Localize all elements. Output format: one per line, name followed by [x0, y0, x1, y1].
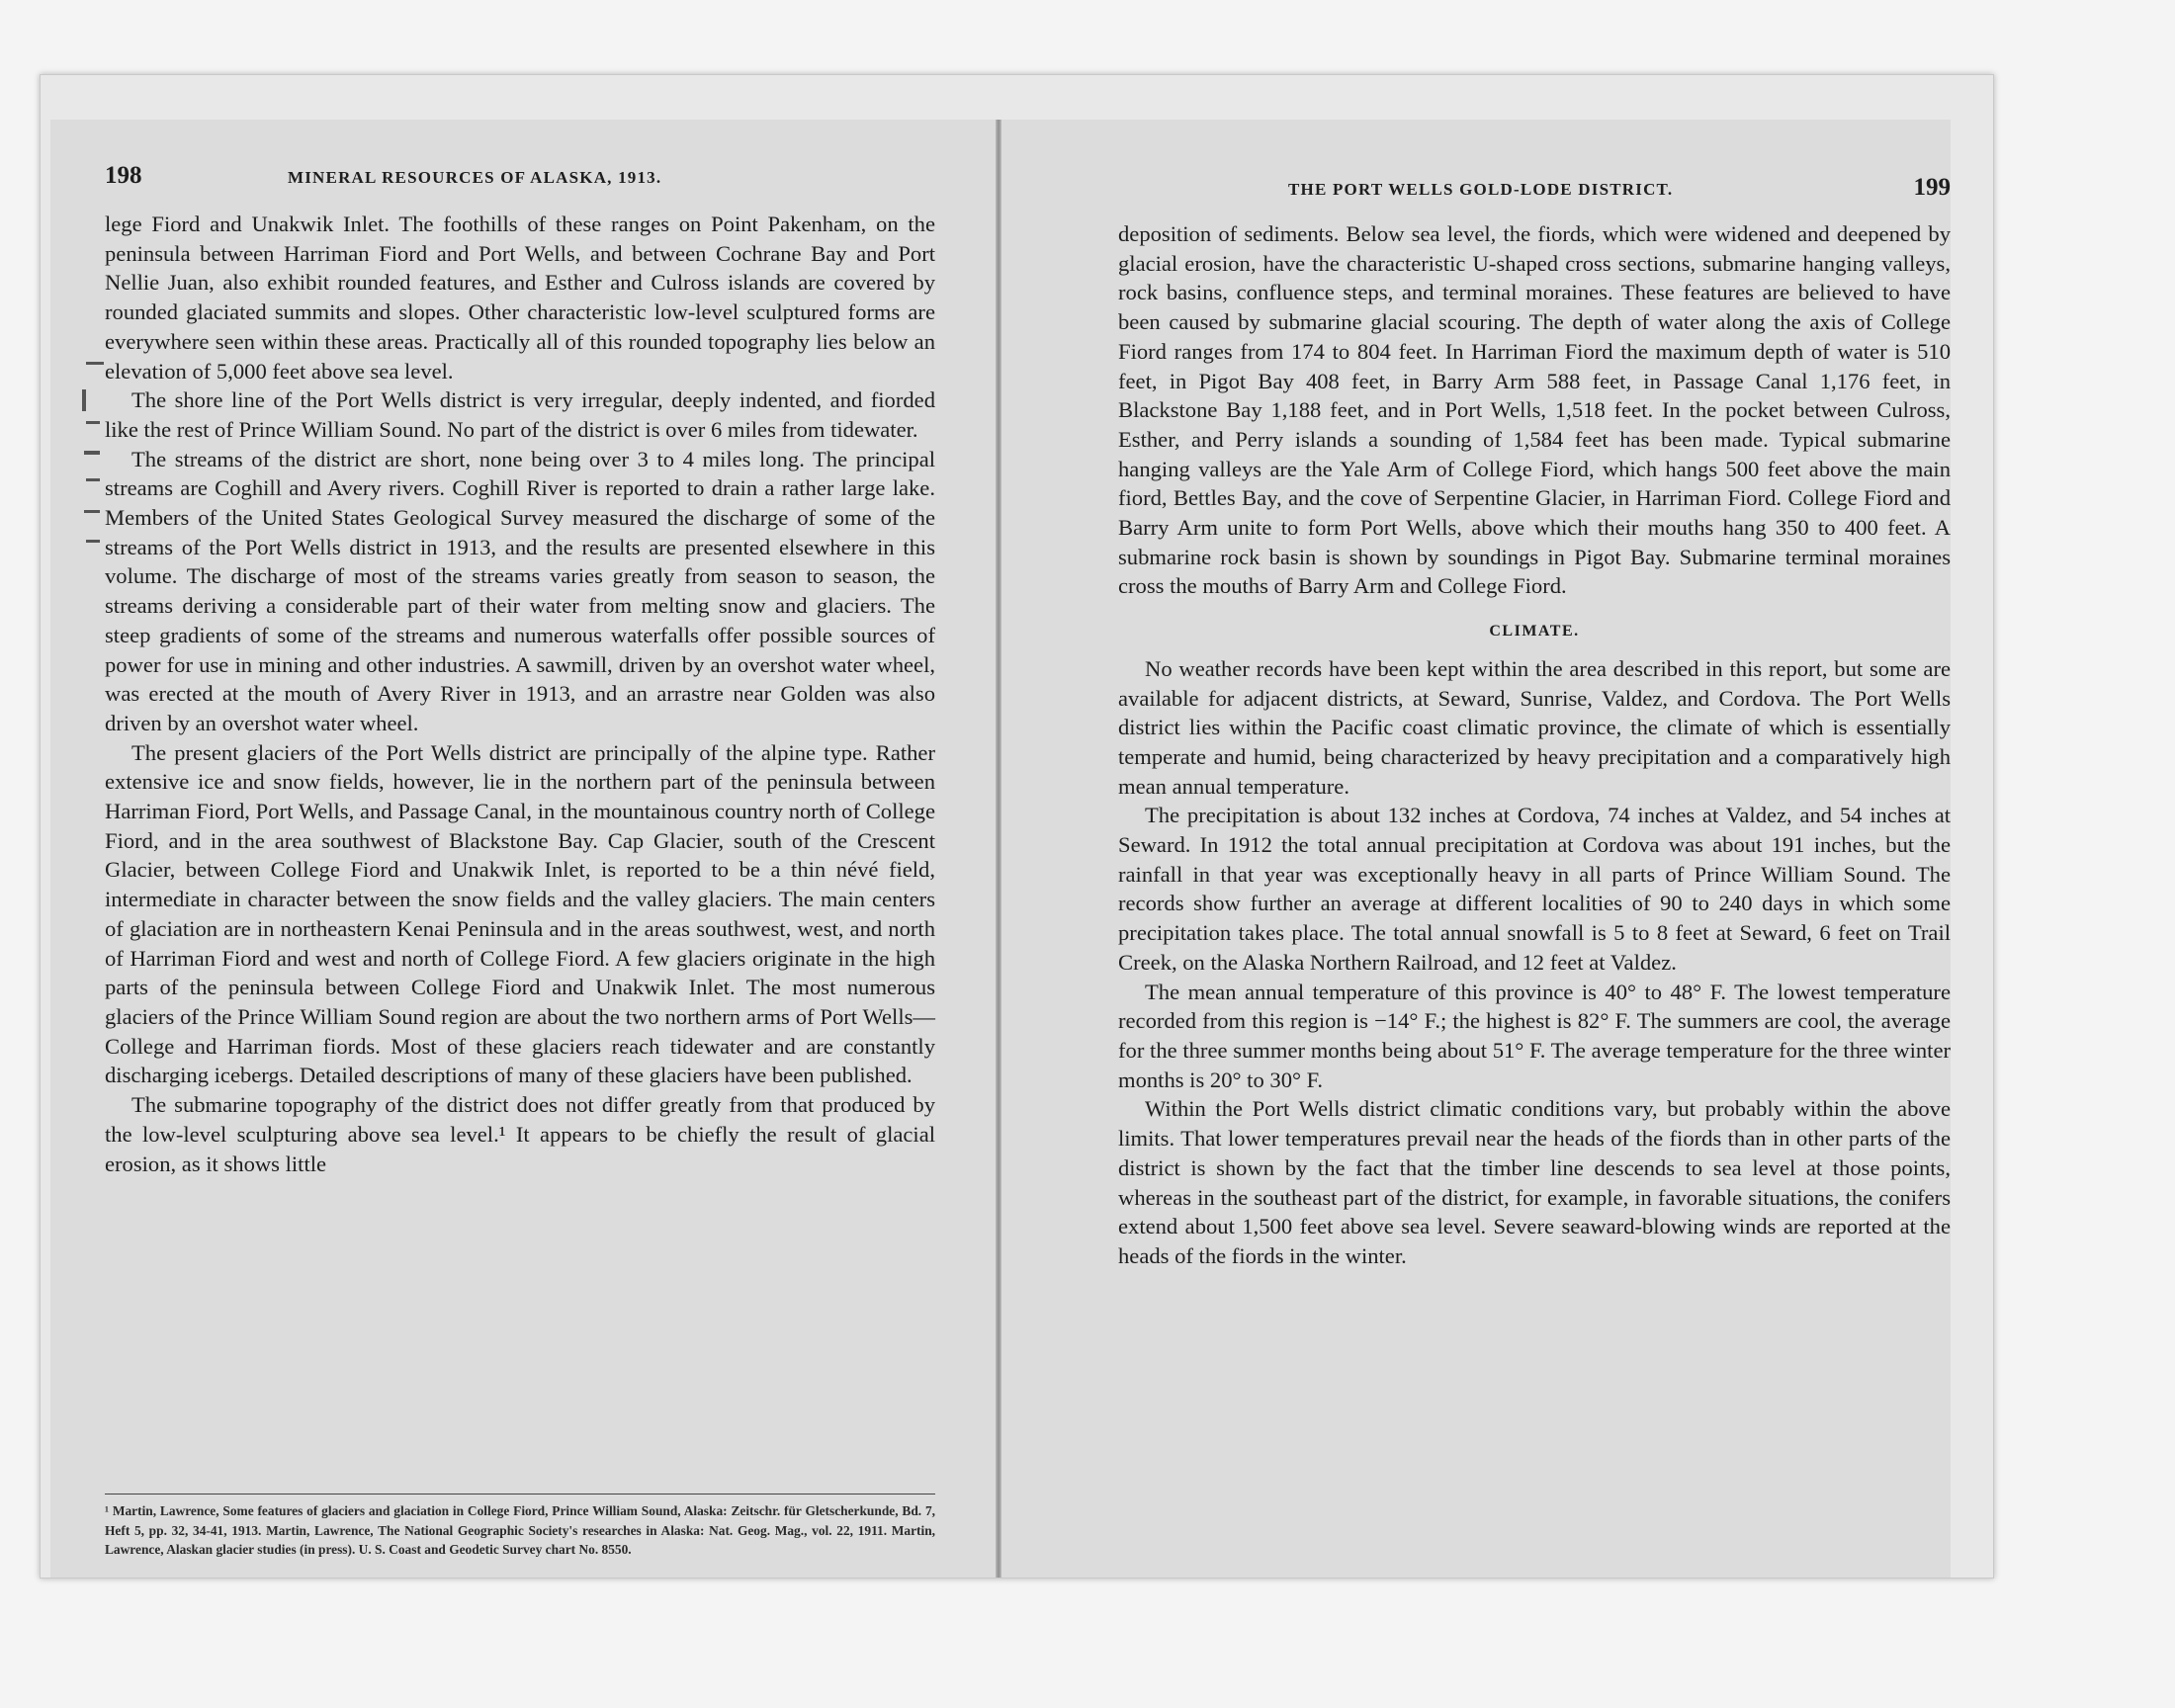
right-paragraph-3: The precipitation is about 132 inches at Cordova, 74 inches at Valdez, and 54 inches at Seward. In 1912 the total annual precipitation at Cordova was about 191 inches, but the rainfall in that year was exceptionally heavy in all parts of Prince William Sound. The records show further an average at different localities of 90 to 240 days in which some precipitation takes place. The total annual snowfall is 5 to 8 feet at Seward, 6 feet on Trail Creek, on the Alaska Northern Railroad, and 12 feet at Valdez. — [1118, 803, 1951, 975]
right-paragraph-2: No weather records have been kept within the area described in this report, but some are available for adjacent districts, at Seward, Sunrise, Valdez, and Cordova. The Port Wells district lies within the Pacific coast climatic province, the climate of which is essentially temperate and humid, being characterized by heavy precipitation and a comparatively high mean annual temperature. — [1118, 655, 1951, 799]
right-page-header — [1118, 174, 1951, 214]
right-running-head: THE PORT WELLS GOLD-LODE DISTRICT. — [1288, 180, 1674, 199]
right-paragraph-4: The mean annual temperature of this province is 40° to 48° F. The lowest temperature recorded from this region is −14° F.; the highest is 82° F. The summers are cool, the average for the three summer months being about 51° F. The average temperature for the three winter months is 20° to 30° F. — [1118, 979, 1951, 1092]
left-page-number: 198 — [105, 162, 142, 189]
left-paragraph-5: The submarine topography of the district does not differ greatly from that produced by the low-level sculpturing above sea level.¹ It appears to be chiefly the result of glacial erosion, as it shows little — [105, 1092, 935, 1176]
scanned-sheet — [40, 74, 1994, 1579]
right-page-body — [1118, 219, 1951, 1271]
left-running-head: MINERAL RESOURCES OF ALASKA, 1913. — [288, 168, 662, 187]
right-paragraph-5: Within the Port Wells district climatic conditions vary, but probably within the above limits. That lower temperatures prevail near the heads of the fiords than in other parts of the district is shown by the fact that the timber line descends to sea level at those points, whereas in the southeast part of the district, for example, in favorable situations, the conifers extend about 1,500 feet above sea level. Severe seaward-blowing winds are reported at the heads of the fiords in the winter. — [1118, 1096, 1951, 1268]
left-footnote: ¹ Martin, Lawrence, Some features of glaciers and glaciation in College Fiord, Prince William Sound, Alaska: Zeitschr. für Gletscherkunde, Bd. 7, Heft 5, pp. 32, 34-41, 1913. Martin, Lawrence, The National Geographic Society's researches in Alaska: Nat. Geog. Mag., vol. 22, 1911. Martin, Lawrence, Alaskan glacier studies (in press). U. S. Coast and Geodetic Survey chart No. 8550. — [105, 1503, 935, 1557]
left-paragraph-1: lege Fiord and Unakwik Inlet. The foothills of these ranges on Point Pakenham, on the peninsula between Harriman Fiord and Port Wells, and between Cochrane Bay and Port Nellie Juan, also exhibit rounded features, and Esther and Culross islands are covered by rounded glaciated summits and slopes. Other characteristic low-level sculptured forms are everywhere seen within these areas. Practically all of this rounded topography lies below an elevation of 5,000 feet above sea level. — [105, 212, 935, 384]
left-page-header — [105, 162, 988, 202]
left-page-body — [105, 210, 935, 1178]
left-paragraph-4: The present glaciers of the Port Wells district are principally of the alpine type. Rather extensive ice and snow fields, however, lie in the northern part of the peninsula between Harriman Fiord, Port Wells, and Passage Canal, in the mountainous country north of College Fiord, and in the area southwest of Blackstone Bay. Cap Glacier, south of the Crescent Glacier, between College Fiord and Unakwik Inlet, is reported to be a thin névé field, intermediate in character between the snow fields and the valley glaciers. The main centers of glaciation are in northeastern Kenai Peninsula and in the areas southwest, west, and north of Harriman Fiord and west and north of College Fiord. A few glaciers originate in the high parts of the peninsula between College Fiord and Unakwik Inlet. The most numerous glaciers of the Prince William Sound region are about the two northern arms of Port Wells—College and Harriman fiords. Most of these glaciers reach tidewater and are constantly discharging icebergs. Detailed descriptions of many of these glaciers have been published. — [105, 739, 935, 1088]
left-paragraph-2: The shore line of the Port Wells district is very irregular, deeply indented, and fiorded like the rest of Prince William Sound. No part of the district is over 6 miles from tidewater. — [105, 387, 935, 442]
right-paragraph-1: deposition of sediments. Below sea level, the fiords, which were widened and deepened by glacial erosion, have the characteristic U-shaped cross sections, submarine hanging valleys, rock basins, confluence steps, and terminal moraines. These features are believed to have been caused by submarine glacial scouring. The depth of water along the axis of College Fiord ranges from 174 to 804 feet. In Harriman Fiord the maximum depth of water is 510 feet, in Pigot Bay 408 feet, in Barry Arm 588 feet, in Passage Canal 1,176 feet, in Blackstone Bay 1,188 feet, and in Port Wells, 1,518 feet. In the pocket between Culross, Esther, and Perry islands a sounding of 1,584 feet has been made. Typical submarine hanging valleys are the Yale Arm of College Fiord, which hangs 500 feet above the main fiord, Bettles Bay, and the cove of Serpentine Glacier, in Harriman Fiord. College Fiord and Barry Arm unite to form Port Wells, above which their mouths hang 350 to 400 feet. A submarine rock basin is shown by soundings in Pigot Bay. Submarine terminal moraines cross the mouths of Barry Arm and College Fiord. — [1118, 221, 1951, 599]
right-page-number: 199 — [1913, 174, 1951, 201]
section-title-climate: CLIMATE. — [1489, 623, 1580, 640]
left-paragraph-3: The streams of the district are short, none being over 3 to 4 miles long. The principal streams are Coghill and Avery rivers. Coghill River is reported to drain a rather large lake. Members of the United States Geological Survey measured the discharge of some of the streams of the Port Wells district in 1913, and the results are presented elsewhere in this volume. The discharge of most of the streams varies greatly from season to season, the streams deriving a considerable part of their water from melting snow and glaciers. The steep gradients of some of the streams and numerous waterfalls offer possible sources of power for use in mining and other industries. A sawmill, driven by an overshot water wheel, was erected at the mouth of Avery River in 1913, and an arrastre near Golden was also driven by an overshot water wheel. — [105, 446, 935, 735]
